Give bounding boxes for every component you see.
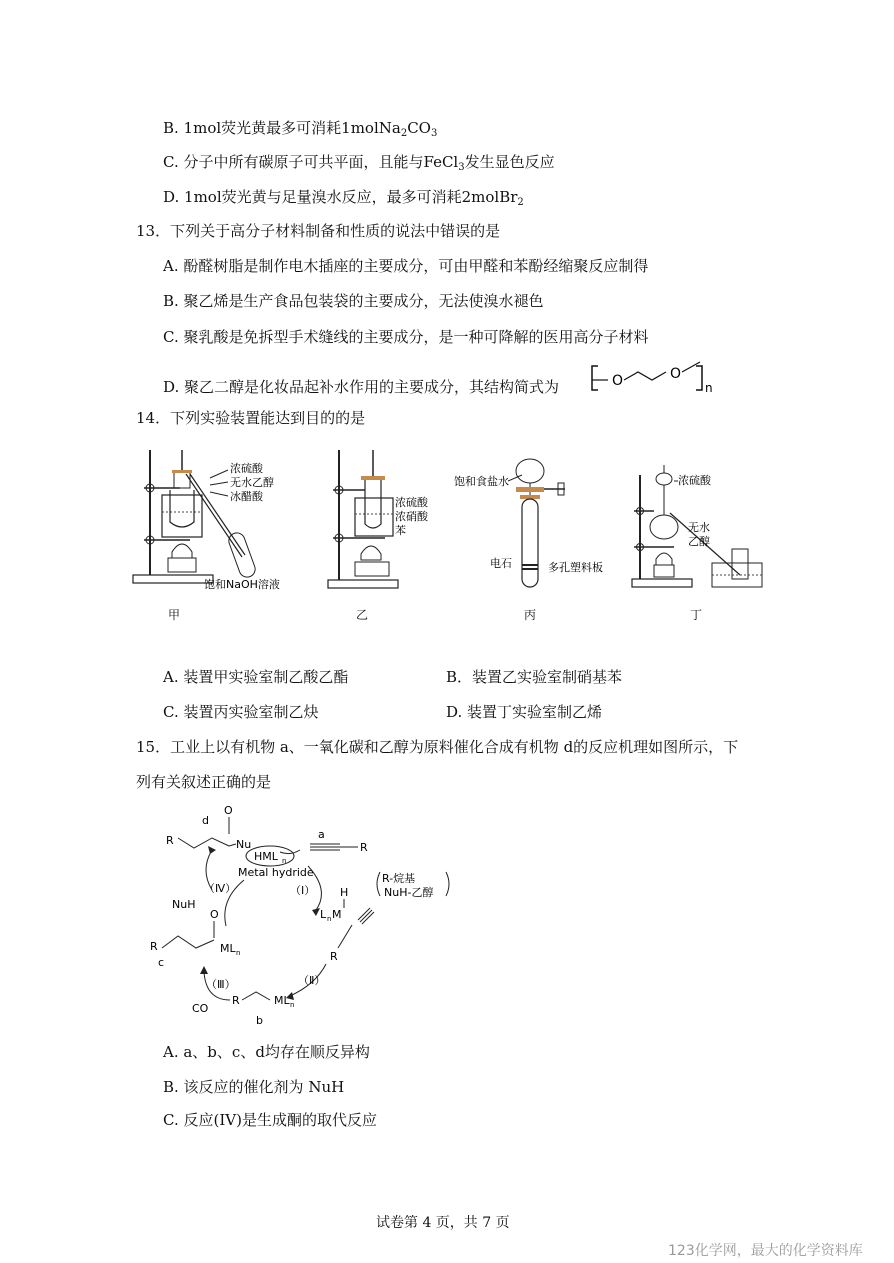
struct-o1: O — [612, 373, 624, 389]
q15-option-a: A. a、b、c、d均存在顺反异构 — [163, 1043, 370, 1061]
note-r: R-烷基 — [382, 872, 416, 885]
q13-option-d: D. 聚乙二醇是化妆品起补水作用的主要成分，其结构简式为 — [163, 378, 560, 396]
yi-label-3: 苯 — [395, 524, 406, 537]
co-label: CO — [192, 1002, 209, 1015]
d-oxygen: O — [224, 804, 233, 817]
b-ml: ML — [274, 994, 290, 1007]
lnm-m: M — [332, 908, 342, 921]
q15-option-c: C. 反应(IV)是生成酮的取代反应 — [163, 1111, 377, 1129]
struct-o2: O — [670, 366, 682, 382]
lnm-l: L — [320, 908, 327, 921]
q14-stem: 14．下列实验装置能达到目的的是 — [136, 409, 366, 427]
b-ml-sub: n — [290, 1001, 295, 1009]
label-d: d — [202, 814, 209, 827]
catalyst-hml-sub: n — [282, 857, 287, 865]
q15-stem-line1: 15．工业上以有机物 a、一氧化碳和乙醇为原料催化合成有机物 d的反应机理如图所示，下 — [136, 738, 739, 756]
label-a: a — [318, 828, 325, 841]
step-3: （Ⅲ） — [206, 978, 236, 991]
caption-ding: 丁 — [690, 608, 703, 622]
c-oxygen: O — [210, 908, 219, 921]
bing-right-label: 多孔塑料板 — [548, 561, 603, 574]
q13-option-b: B. 聚乙烯是生产食品包装袋的主要成分，无法使溴水褪色 — [163, 292, 544, 310]
peg-structure-formula — [588, 358, 718, 398]
a-r: R — [360, 841, 368, 854]
b-r: R — [232, 994, 240, 1007]
label-c: c — [158, 956, 165, 969]
q14-option-a: A. 装置甲实验室制乙酸乙酯 — [163, 668, 349, 686]
c-ml-sub: n — [236, 949, 241, 957]
jia-label-3: 冰醋酸 — [230, 490, 263, 503]
catalyst-hml: HML — [254, 850, 278, 863]
q14-option-b: B．装置乙实验室制硝基苯 — [446, 668, 623, 686]
lnm-sub: n — [327, 915, 332, 923]
q12-option-c: C. 分子中所有碳原子可共平面，且能与FeCl$_3$发生显色反应 — [163, 153, 555, 173]
bing-top-label: 饱和食盐水 — [454, 475, 509, 488]
label-b: b — [256, 1014, 263, 1027]
apparatus-bing — [450, 455, 610, 595]
q13-stem: 13．下列关于高分子材料制备和性质的说法中错误的是 — [136, 222, 501, 240]
apparatus-yi — [325, 440, 435, 590]
note-nuh: NuH-乙醇 — [384, 886, 434, 899]
step-2: （Ⅱ） — [298, 974, 326, 987]
step-4: （Ⅳ） — [204, 882, 237, 895]
apparatus-jia — [130, 440, 300, 590]
lnm-h: H — [340, 886, 349, 899]
q14-option-c: C. 装置丙实验室制乙炔 — [163, 703, 319, 721]
ding-label-2: 无水 — [688, 521, 710, 534]
c-ml: ML — [220, 942, 236, 955]
c-r: R — [150, 940, 158, 953]
catalyst-metal-hydride: Metal hydride — [238, 866, 314, 879]
reaction-mechanism-diagram — [140, 800, 470, 1030]
q12-option-b: B. 1mol荧光黄最多可消耗$1molNa_2CO_3$ — [163, 119, 438, 139]
q12-option-d: D. 1mol荧光黄与足量溴水反应，最多可消耗2molBr$_2$ — [163, 188, 524, 208]
bing-left-label: 电石 — [490, 557, 512, 570]
page-footer: 试卷第 4 页，共 7 页 — [376, 1215, 510, 1231]
watermark: 123化学网，最大的化学资料库 — [668, 1243, 863, 1259]
d-nu: Nu — [236, 838, 252, 851]
mid-r: R — [330, 950, 338, 963]
caption-bing: 丙 — [524, 608, 537, 622]
caption-yi: 乙 — [356, 608, 369, 622]
ding-label-3: 乙醇 — [688, 535, 710, 548]
jia-label-2: 无水乙醇 — [230, 476, 274, 489]
q15-stem-line2: 列有关叙述正确的是 — [136, 773, 272, 791]
q15-option-b: B. 该反应的催化剂为 NuH — [163, 1078, 345, 1096]
ding-label-1: 浓硫酸 — [678, 474, 711, 487]
jia-label-bottom: 饱和NaOH溶液 — [204, 578, 280, 590]
q13-option-a: A. 酚醛树脂是制作电木插座的主要成分，可由甲醛和苯酚经缩聚反应制得 — [163, 257, 649, 275]
yi-label-1: 浓硫酸 — [395, 496, 428, 509]
struct-n: n — [705, 381, 713, 395]
jia-label-1: 浓硫酸 — [230, 462, 263, 475]
q13-option-c: C. 聚乳酸是免拆型手术缝线的主要成分，是一种可降解的医用高分子材料 — [163, 328, 649, 346]
apparatus-ding — [630, 455, 770, 595]
caption-jia: 甲 — [168, 608, 181, 622]
step-1: （Ⅰ） — [290, 884, 316, 897]
label-nuh: NuH — [172, 898, 196, 911]
q14-option-d: D. 装置丁实验室制乙烯 — [446, 703, 603, 721]
d-r: R — [166, 834, 174, 847]
yi-label-2: 浓硝酸 — [395, 510, 428, 523]
